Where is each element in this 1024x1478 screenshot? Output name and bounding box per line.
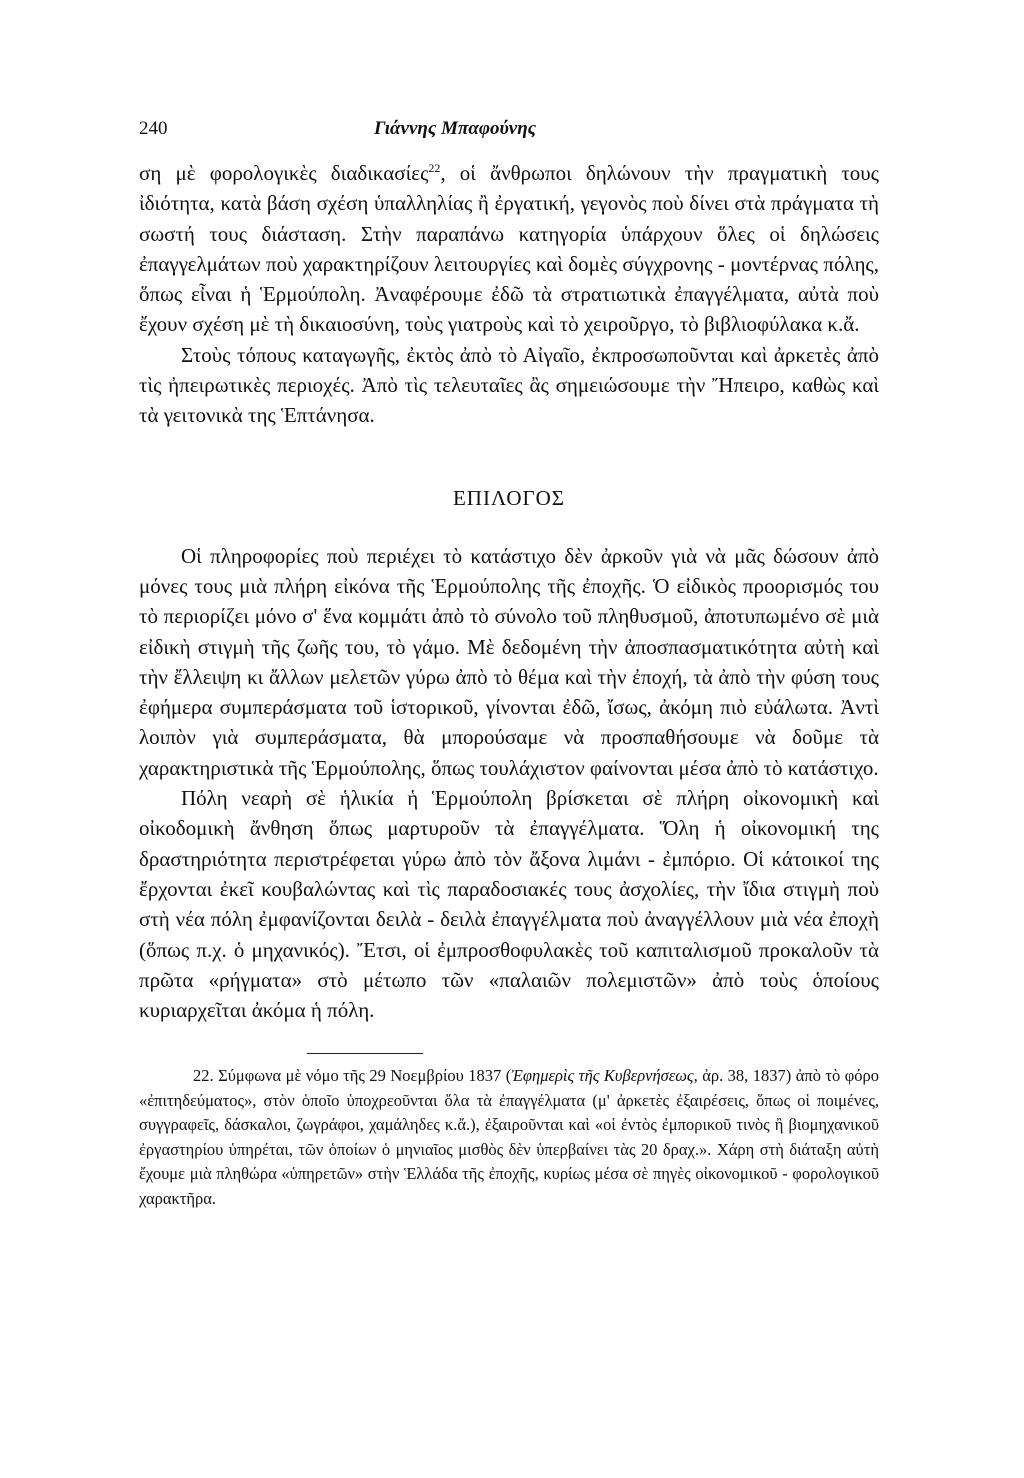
paragraph-2: Στοὺς τόπους καταγωγῆς, ἐκτὸς ἀπὸ τὸ Αἰγαῖο, ἐκπροσωποῦνται καὶ ἀρκετὲς ἀπὸ τὶς ἠπειρωτικὲς περιοχές. Ἀπὸ τὶς τελευταῖες ἂς σημειώσουμε τὴν Ἤπειρο, καθὼς καὶ τὰ γειτονικὰ της Ἑπτάνησα.: [139, 342, 879, 428]
book-page: [139, 118, 879, 1211]
footnote-number: 22.: [193, 1066, 214, 1086]
footnote-divider: [307, 1053, 423, 1054]
section-heading: ΕΠΙΛΟΓΟΣ: [452, 485, 566, 510]
footnote-text-a: Σύμφωνα μὲ νόμο τῆς 29 Νοεμβρίου 1837 (: [218, 1066, 512, 1086]
paragraph-3: Οἱ πληροφορίες ποὺ περιέχει τὸ κατάστιχο δὲν ἀρκοῦν γιὰ νὰ μᾶς δώσουν ἀπὸ μόνες τους μιὰ πλήρη εἰκόνα τῆς Ἑρμούπολης τῆς ἐποχῆς. Ὁ εἰδικὸς προορισμός του τὸ περιορίζει μόνο σ' ἕνα κομμάτι ἀπὸ τὸ σύνολο τοῦ πληθυσμοῦ, ἀποτυπωμένο σὲ μιὰ εἰδικὴ στιγμὴ τῆς ζωῆς του, τὸ γάμο. Μὲ δεδομένη τὴν ἀποσπασματικότητα αὐτὴ καὶ τὴν ἔλλειψη κι ἄλλων μελετῶν γύρω ἀπὸ τὸ θέμα καὶ τὴν ἐποχή, τὰ ἀπὸ τὴν φύση τους ἐφήμερα συμπεράσματα τοῦ ἱστορικοῦ, γίνονται ἐδῶ, ἴσως, ἀκόμη πιὸ εὐάλωτα. Ἀντὶ λοιπὸν γιὰ συμπεράσματα, θὰ μπορούσαμε νὰ προσπαθήσουμε νὰ δοῦμε τὰ χαρακτηριστικὰ τῆς Ἑρμούπολης, ὅπως τουλάχιστον φαίνονται μέσα ἀπὸ τὸ κατάστιχο.: [139, 543, 879, 780]
paragraph-1-text-a: ση μὲ φορολογικὲς διαδικασίες: [139, 161, 429, 185]
paragraph-4: Πόλη νεαρὴ σὲ ἡλικία ἡ Ἑρμούπολη βρίσκεται σὲ πλήρη οἰκονομικὴ καὶ οἰκοδομικὴ ἄνθηση ὅπως μαρτυροῦν τὰ ἐπαγγέλματα. Ὅλη ἡ οἰκονομική της δραστηριότητα περιστρέφεται γύρω ἀπὸ τὸν ἄξονα λιμάνι - ἐμπόριο. Οἱ κάτοικοί της ἔρχονται ἐκεῖ κουβαλώντας καὶ τὶς παραδοσιακές τους ἀσχολίες, τὴν ἴδια στιγμὴ ποὺ στὴ νέα πόλη ἐμφανίζονται δειλὰ - δειλὰ ἐπαγγέλματα ποὺ ἀναγγέλλουν μιὰ νέα ἐποχὴ (ὅπως π.χ. ὁ μηχανικός). Ἔτσι, οἱ ἐμπροσθοφυλακὲς τοῦ καπιταλισμοῦ προκαλοῦν τὰ πρῶτα «ρήγματα» στὸ μέτωπο τῶν «παλαιῶν πολεμιστῶν» ἀπὸ τοὺς ὁποίους κυριαρχεῖται ἀκόμα ἡ πόλη.: [139, 786, 879, 1023]
footnote-text-b: , ἀρ. 38, 1837) ἀπὸ τὸ φόρο «ἐπιτηδεύματος», στὸν ὁποῖο ὑποχρεοῦνται ὅλα τὰ ἐπαγγέλματα (μ' ἀρκετὲς ἐξαιρέσεις, ὅπως οἱ ποιμένες, συγγραφεῖς, δάσκαλοι, ζωγράφοι, χαμάληδες κ.ἄ.), ἐξαιροῦνται καὶ «οἱ ἐντὸς ἐμπορικοῦ τινὸς ἢ βιομηχανικοῦ ἐργαστηρίου ὑπηρέται, τῶν ὁποίων ὁ μηνιαῖος μισθὸς δὲν ὑπερβαίνει τὰς 20 δραχ.». Χάρη στὴ διάταξη αὐτὴ ἔχουμε μιὰ πληθώρα «ὑπηρετῶν» στὴν Ἑλλάδα τῆς ἐποχῆς, κυρίως μέσα σὲ πηγὲς οἰκονομικοῦ - φορολογικοῦ χαρακτῆρα.: [139, 1066, 879, 1208]
paragraph-1: [139, 158, 879, 340]
footnote-italic-title: Ἐφημερὶς τῆς Κυβερνήσεως: [511, 1066, 694, 1086]
footnote: [139, 1064, 879, 1211]
paragraph-1-text-b: , οἱ ἄνθρωποι δηλώνουν τὴν πραγματικὴ τους ἰδιότητα, κατὰ βάση σχέση ὑπαλληλίας ἢ ἐργατική, γεγονὸς ποὺ δίνει στὰ πράγματα τὴ σωστή τους διάσταση. Στὴν παραπάνω κατηγορία ὑπάρχουν ὅλες οἱ δηλώσεις ἐπαγγελμάτων ποὺ χαρακτηρίζουν λειτουργίες καὶ δομὲς σύγχρονης - μοντέρνας πόλης, ὅπως εἶναι ἡ Ἑρμούπολη. Ἀναφέρουμε ἐδῶ τὰ στρατιωτικὰ ἐπαγγέλματα, αὐτὰ ποὺ ἔχουν σχέση μὲ τὴ δικαιοσύνη, τοὺς γιατροὺς καὶ τὸ χειροῦργο, τὸ βιβλιοφύλακα κ.ἄ.: [139, 161, 879, 337]
header-author: Γιάννης Μπαφούνης: [374, 118, 537, 139]
running-header: [139, 118, 879, 158]
footnote-reference: 22: [428, 161, 441, 175]
page-number: 240: [139, 118, 168, 139]
